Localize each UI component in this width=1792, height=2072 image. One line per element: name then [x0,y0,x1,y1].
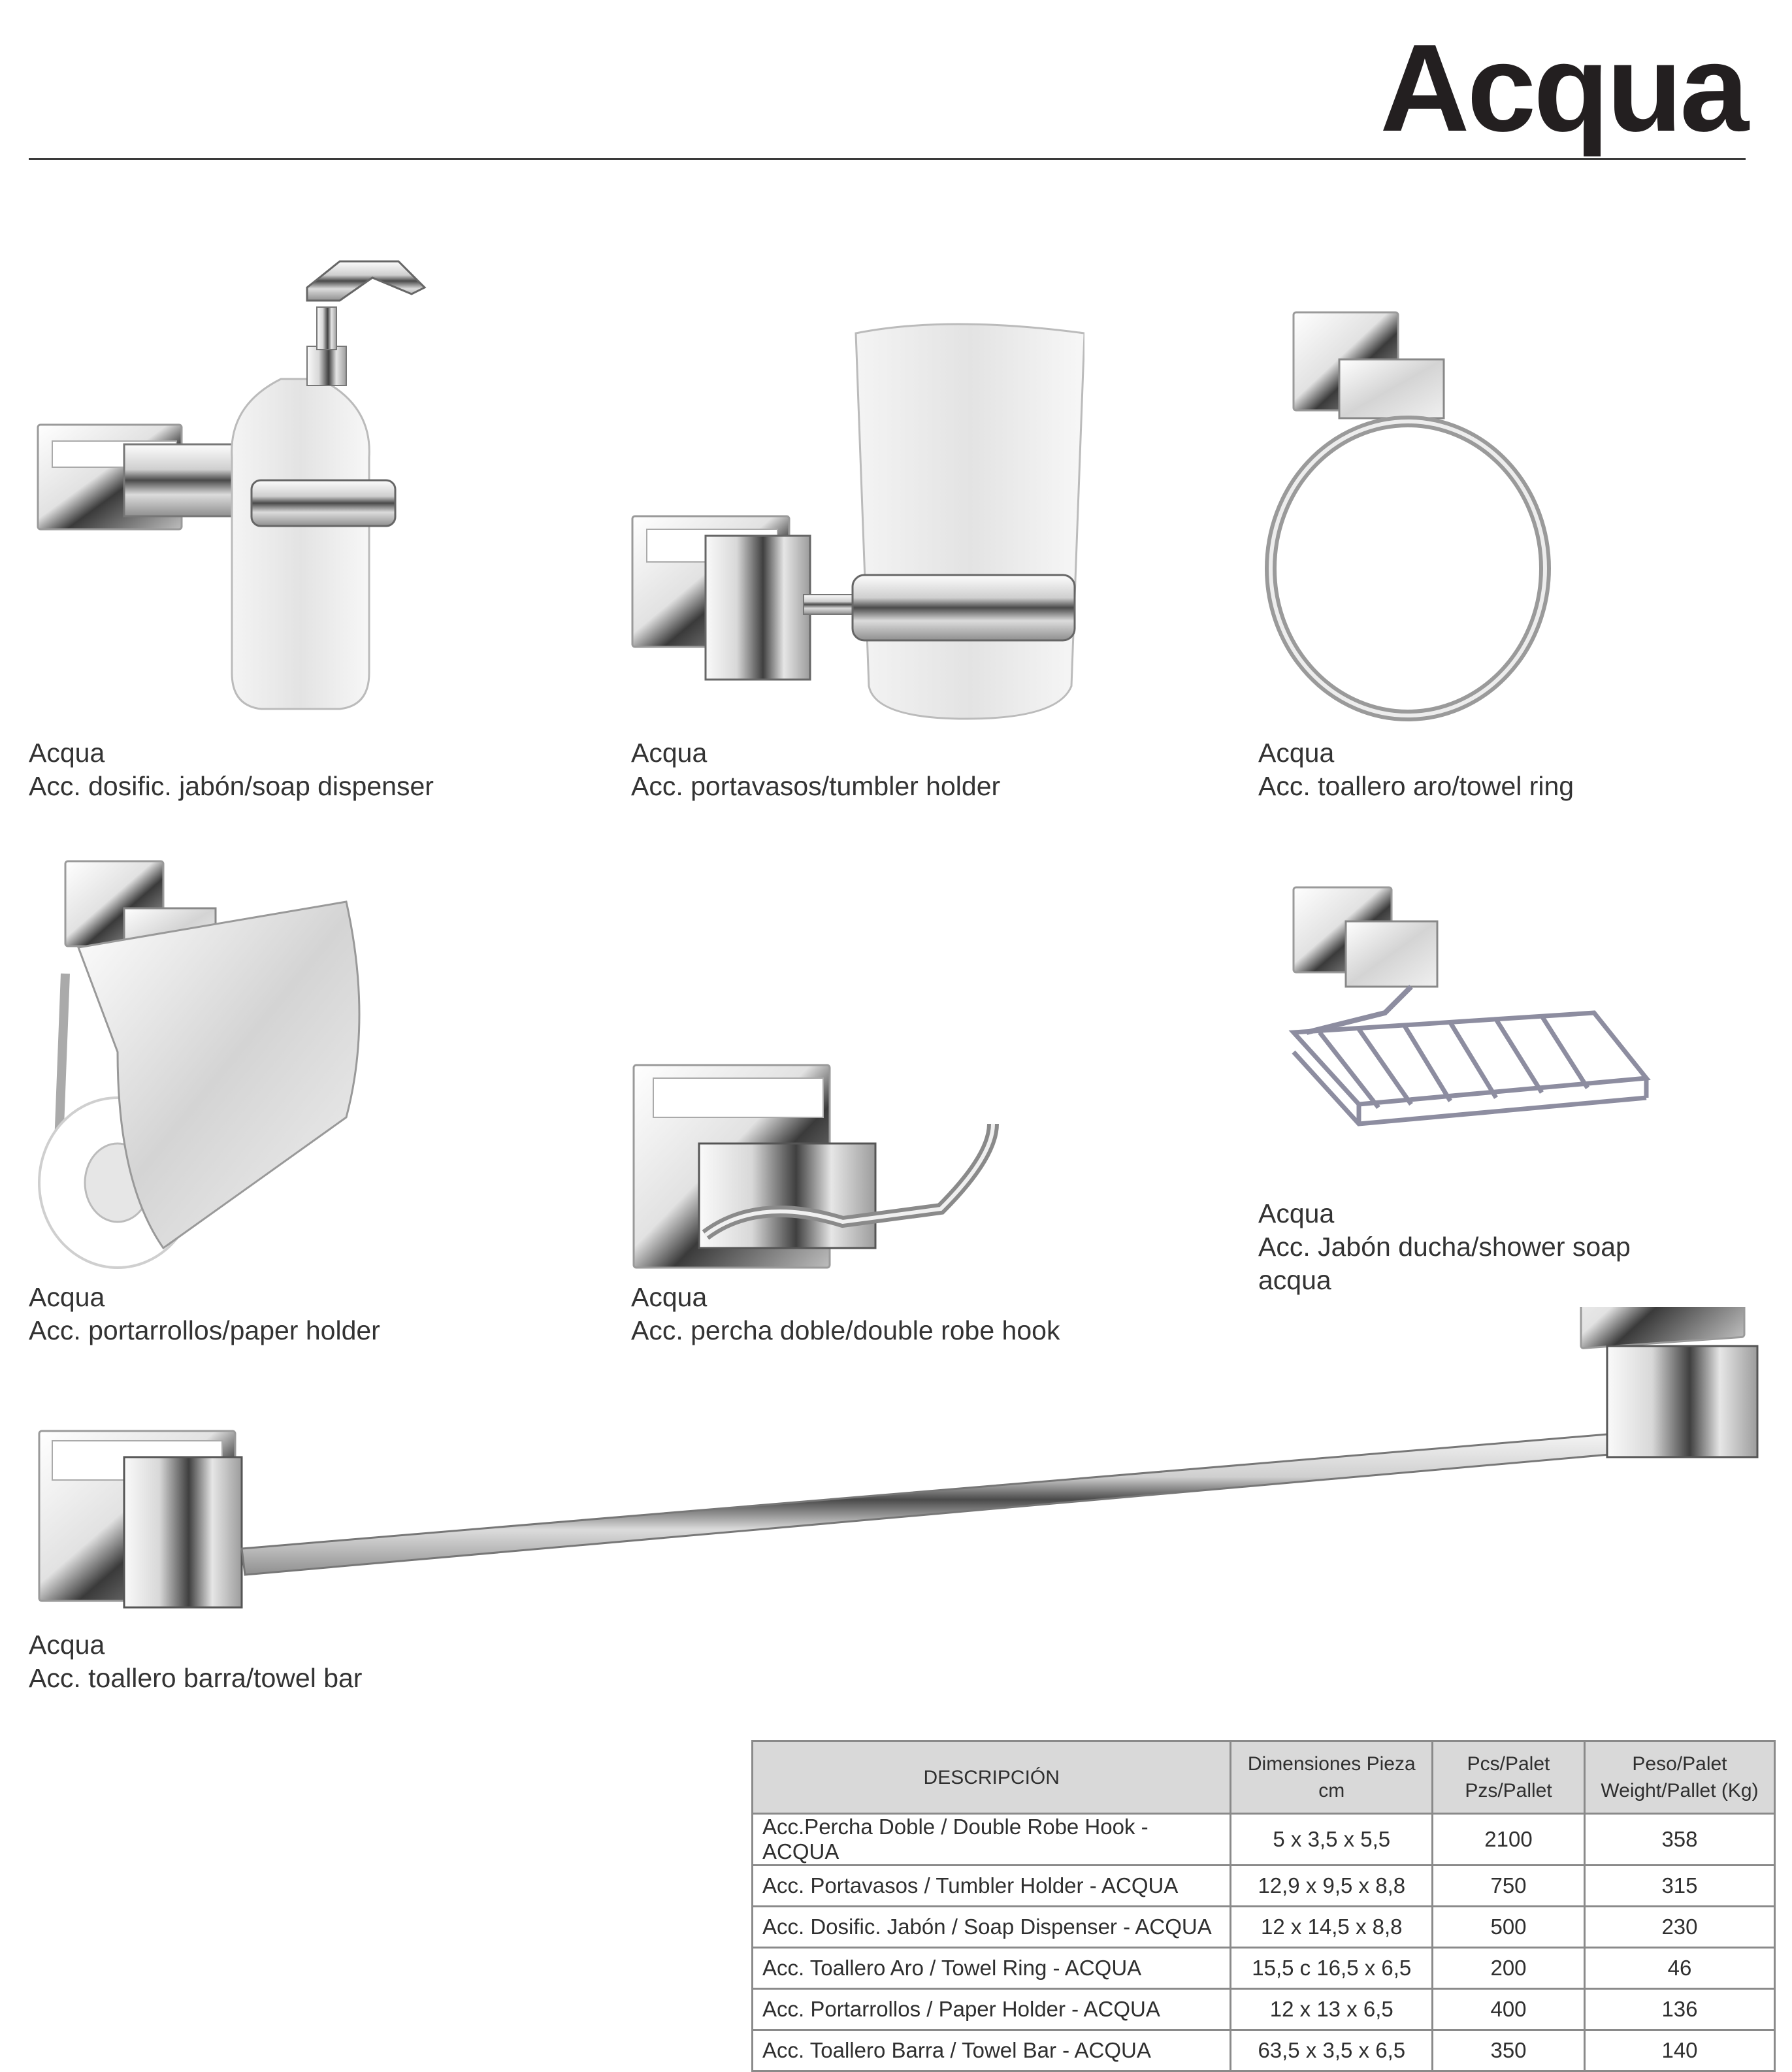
cell-dimensions: 63,5 x 3,5 x 6,5 [1231,2030,1433,2071]
header-dimensions-line1: Dimensiones Pieza [1247,1753,1416,1775]
cell-weight: 46 [1584,1948,1774,1989]
towel-bar-caption [29,1628,362,1695]
tumbler-holder-caption [631,736,1000,803]
cell-dimensions: 15,5 c 16,5 x 6,5 [1231,1948,1433,1989]
towel-ring-icon [1254,307,1555,725]
table-row [753,1814,1775,1866]
product-line-label: Acqua [631,1282,708,1312]
cell-description: Acc.Percha Doble / Double Robe Hook - ACQUA [753,1814,1231,1866]
table-row [753,1907,1775,1948]
product-line-label: Acqua [29,738,105,768]
cell-description: Acc. Portarrollos / Paper Holder - ACQUA [753,1989,1231,2030]
cell-description: Acc. Toallero Barra / Towel Bar - ACQUA [753,2030,1231,2071]
cell-weight: 358 [1584,1814,1774,1866]
spec-table [751,1740,1776,2072]
table-row [753,1866,1775,1907]
cell-weight: 230 [1584,1907,1774,1948]
product-name-label: Acc. dosific. jabón/soap dispenser [29,771,434,801]
cell-pcs: 750 [1433,1866,1585,1907]
shower-soap-caption [1258,1197,1631,1297]
header-description-label: DESCRIPCIÓN [923,1766,1060,1788]
product-line-label: Acqua [29,1630,105,1660]
tumbler-holder-image [627,320,1084,725]
towel-ring-image [1254,307,1555,725]
soap-dispenser-icon [33,248,451,719]
product-name-continuation: acqua [1258,1265,1331,1295]
header-rule [29,158,1746,160]
header-pcs-line1: Pcs/Palet [1467,1753,1550,1775]
product-name-label: Acc. toallero barra/towel bar [29,1663,363,1693]
product-line-label: Acqua [631,738,708,768]
cell-pcs: 200 [1433,1948,1585,1989]
cell-weight: 315 [1584,1866,1774,1907]
header-weight-line1: Peso/Palet [1632,1753,1727,1775]
towel-bar-image [26,1307,1777,1620]
cell-dimensions: 5 x 3,5 x 5,5 [1231,1814,1433,1866]
soap-dispenser-image [33,248,451,719]
robe-hook-icon [627,1026,1019,1281]
cell-pcs: 350 [1433,2030,1585,2071]
cell-pcs: 400 [1433,1989,1585,2030]
product-name-label: Acc. toallero aro/towel ring [1258,771,1574,801]
table-row [753,1948,1775,1989]
header-dimensions-line2: cm [1318,1780,1345,1801]
paper-holder-icon [26,856,366,1274]
header-weight [1584,1741,1774,1814]
cell-dimensions: 12 x 13 x 6,5 [1231,1989,1433,2030]
shower-soap-image [1280,882,1659,1143]
product-name-label: Acc. portarrollos/paper holder [29,1315,380,1345]
header-description [753,1741,1231,1814]
header-pcs [1433,1741,1585,1814]
cell-dimensions: 12,9 x 9,5 x 8,8 [1231,1866,1433,1907]
cell-dimensions: 12 x 14,5 x 8,8 [1231,1907,1433,1948]
table-header-row [753,1741,1775,1814]
cell-description: Acc. Toallero Aro / Towel Ring - ACQUA [753,1948,1231,1989]
cell-description: Acc. Dosific. Jabón / Soap Dispenser - ACQUA [753,1907,1231,1948]
header-pcs-line2: Pzs/Pallet [1465,1780,1552,1801]
cell-pcs: 500 [1433,1907,1585,1948]
shower-soap-icon [1280,882,1659,1143]
header-weight-line2: Weight/Pallet (Kg) [1601,1780,1759,1801]
brand-title: Acqua [1380,19,1746,157]
product-line-label: Acqua [1258,738,1335,768]
product-name-label: Acc. percha doble/double robe hook [631,1315,1060,1345]
cell-weight: 140 [1584,2030,1774,2071]
product-name-label: Acc. Jabón ducha/shower soap [1258,1232,1631,1262]
header-dimensions [1231,1741,1433,1814]
towel-bar-icon [26,1307,1777,1620]
soap-dispenser-caption [29,736,434,803]
cell-description: Acc. Portavasos / Tumbler Holder - ACQUA [753,1866,1231,1907]
product-line-label: Acqua [29,1282,105,1312]
tumbler-holder-icon [627,320,1084,725]
product-line-label: Acqua [1258,1198,1335,1228]
table-row [753,2030,1775,2071]
robe-hook-image [627,1026,1019,1281]
table-row [753,1989,1775,2030]
product-name-label: Acc. portavasos/tumbler holder [631,771,1001,801]
cell-weight: 136 [1584,1989,1774,2030]
towel-ring-caption [1258,736,1574,803]
cell-pcs: 2100 [1433,1814,1585,1866]
paper-holder-image [26,856,366,1274]
